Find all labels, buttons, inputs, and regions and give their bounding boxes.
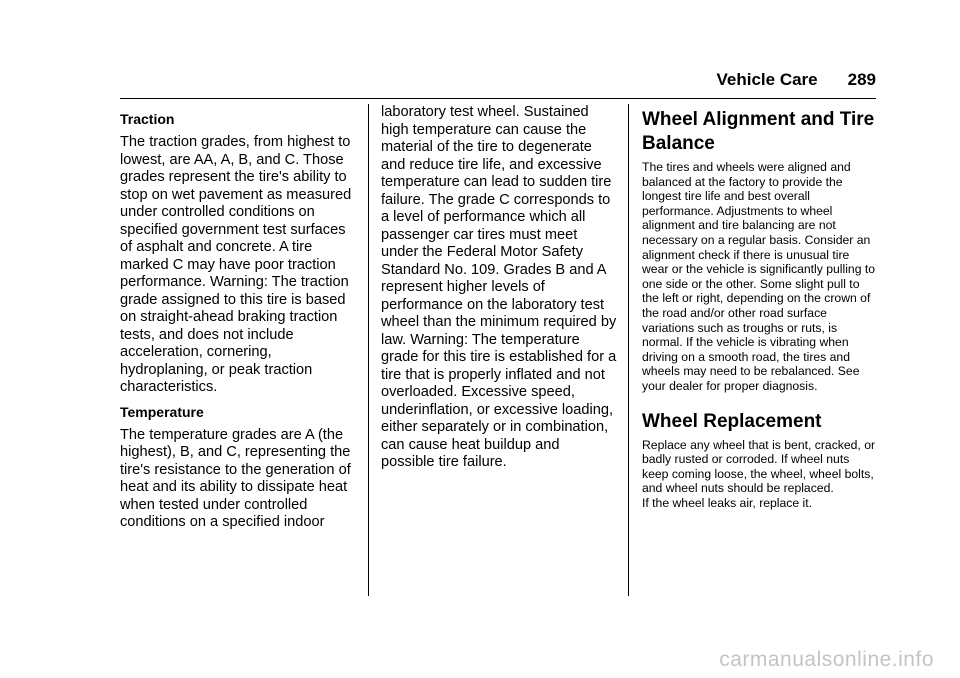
page-header xyxy=(717,70,877,94)
replacement-paragraph: Replace any wheel that is bent, cracked, or badly rusted or corroded. If wheel nuts keep coming loose, the wheel, wheel bolts, and wheel nuts should be replaced. xyxy=(642,437,876,496)
replacement-leak-paragraph: If the wheel leaks air, replace it. xyxy=(642,495,813,510)
temperature-heading: Temperature xyxy=(120,403,204,420)
column-divider-2 xyxy=(628,104,629,596)
traction-paragraph: The traction grades, from highest to lowest, are AA, A, B, and C. Those grades represent the tire's ability to stop on wet pavement as measured under controlled conditions on specified government test surfaces of asphalt and concrete. A tire marked C may have poor traction performance. Warning: The traction grade assigned to this tire is based on straight-ahead braking traction tests, and does not include acceleration, cornering, hydroplaning, or peak traction characteristics. xyxy=(120,134,352,395)
temperature-paragraph: The temperature grades are A (the highest), B, and C, representing the tire's resistance to the generation of heat and its ability to dissipate heat when tested under controlled conditions on a specified indoor xyxy=(120,426,351,530)
traction-heading: Traction xyxy=(120,111,175,127)
replacement-heading: Wheel Replacement xyxy=(642,410,822,432)
page-number: 289 xyxy=(847,70,876,89)
column-divider-1 xyxy=(368,104,369,596)
temperature-continued-paragraph: laboratory test wheel. Sustained high temperature can cause the material of the tire to degenerate and reduce tire life, and excessive temperature can lead to sudden tire failure. The grade C corresponds to a level of performance which all passenger car tires must meet under the Federal Motor Safety Standard No. 109. Grades B and A represent higher levels of performance on the laboratory test wheel than the minimum required by law. Warning: The temperature grade for this tire is established for a tire that is properly inflated and not overloaded. Excessive speed, underinflation, or excessive loading, either separately or in combination, can cause heat buildup and possible tire failure. xyxy=(381,104,617,470)
column-right xyxy=(642,104,878,510)
alignment-paragraph: The tires and wheels were aligned and balanced at the factory to provide the longest tire life and best overall performance. Adjustments to wheel alignment and tire balancing are not necessary on a regular basis. Consider an alignment check if there is unusual tire wear or the vehicle is significantly pulling to one side or the other. Some slight pull to the left or right, depending on the crown of the road and/or other road surface variations such as troughs or ruts, is normal. If the vehicle is vibrating when driving on a smooth road, the tires and wheels may need to be rebalanced. See your dealer for proper diagnosis. xyxy=(642,160,876,393)
column-left xyxy=(120,104,356,538)
watermark: carmanualsonline.info xyxy=(719,648,934,671)
section-title: Vehicle Care xyxy=(716,70,818,89)
column-middle xyxy=(381,104,617,478)
header-divider xyxy=(120,98,876,99)
alignment-heading: Wheel Alignment and Tire Balance xyxy=(642,109,875,154)
